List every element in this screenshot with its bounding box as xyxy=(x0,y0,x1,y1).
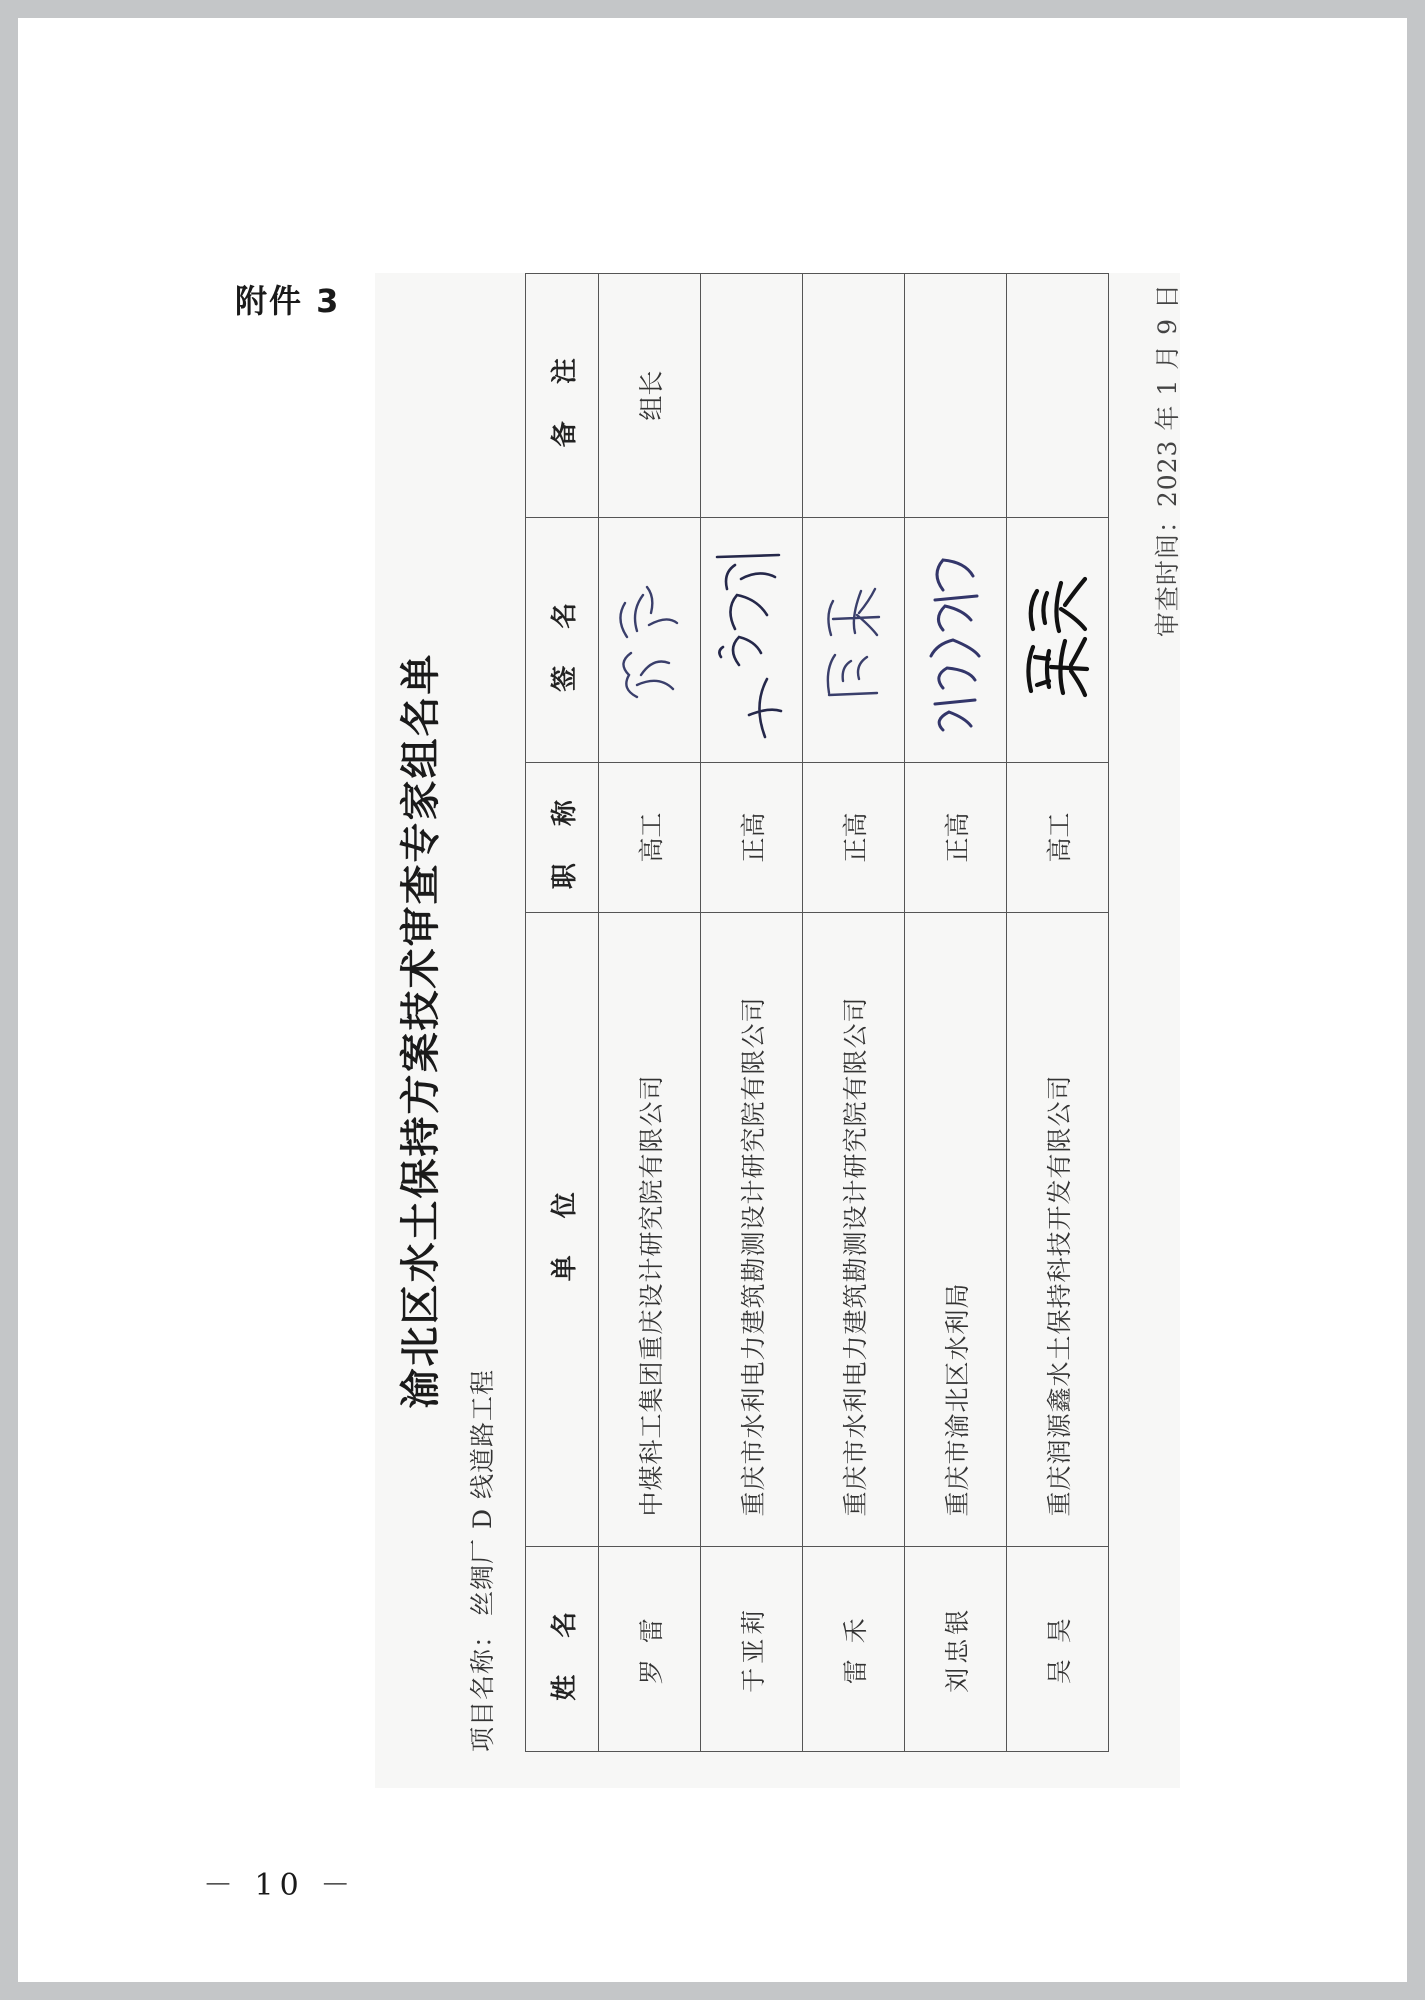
table-row xyxy=(701,274,803,1752)
project-label: 项目名称： xyxy=(468,1621,497,1752)
expert-name: 吴 昊 xyxy=(1007,1547,1109,1752)
signature-cell xyxy=(599,518,701,763)
expert-name: 罗 雷 xyxy=(599,1547,701,1752)
header-signature: 签 名 xyxy=(526,518,599,763)
expert-note xyxy=(803,274,905,518)
handwritten-signature xyxy=(607,565,687,715)
handwritten-signature xyxy=(913,540,993,740)
expert-note xyxy=(905,274,1007,518)
table-row xyxy=(599,274,701,1752)
expert-table xyxy=(525,273,1109,1752)
expert-title: 高工 xyxy=(599,763,701,913)
attachment-label: 附件 3 xyxy=(235,282,341,320)
expert-name: 于亚莉 xyxy=(701,1547,803,1752)
project-line xyxy=(463,1369,499,1752)
scanned-expert-list xyxy=(375,273,1180,1788)
header-title: 职 称 xyxy=(526,763,599,913)
handwritten-signature xyxy=(709,535,789,745)
header-unit: 单 位 xyxy=(526,912,599,1547)
expert-unit: 重庆润源鑫水土保持科技开发有限公司 xyxy=(1007,912,1109,1547)
table-row xyxy=(905,274,1007,1752)
expert-unit: 重庆市渝北区水利局 xyxy=(905,912,1007,1547)
expert-title: 高工 xyxy=(1007,763,1109,913)
expert-note: 组长 xyxy=(599,274,701,518)
expert-note xyxy=(701,274,803,518)
expert-title: 正高 xyxy=(803,763,905,913)
handwritten-signature xyxy=(1015,565,1095,715)
document-page xyxy=(18,18,1407,1982)
signature-cell xyxy=(701,518,803,763)
expert-name: 雷 禾 xyxy=(803,1547,905,1752)
header-note: 备 注 xyxy=(526,274,599,518)
expert-name: 刘忠银 xyxy=(905,1547,1007,1752)
expert-unit: 重庆市水利电力建筑勘测设计研究院有限公司 xyxy=(701,912,803,1547)
table-header-row xyxy=(526,274,599,1752)
page-number: － 10 － xyxy=(203,1868,357,1903)
expert-title: 正高 xyxy=(905,763,1007,913)
expert-note xyxy=(1007,274,1109,518)
signature-cell xyxy=(1007,518,1109,763)
table-row xyxy=(1007,274,1109,1752)
expert-unit: 中煤科工集团重庆设计研究院有限公司 xyxy=(599,912,701,1547)
signature-cell xyxy=(905,518,1007,763)
review-date: 审查时间：2023 年 1 月 9 日 xyxy=(1153,283,1182,638)
handwritten-signature xyxy=(811,565,891,715)
expert-unit: 重庆市水利电力建筑勘测设计研究院有限公司 xyxy=(803,912,905,1547)
signature-cell xyxy=(803,518,905,763)
header-name: 姓 名 xyxy=(526,1547,599,1752)
expert-title: 正高 xyxy=(701,763,803,913)
project-name: 丝绸厂 D 线道路工程 xyxy=(468,1369,497,1616)
document-title: 渝北区水土保持方案技术审查专家组名单 xyxy=(397,652,444,1409)
table-row xyxy=(803,274,905,1752)
